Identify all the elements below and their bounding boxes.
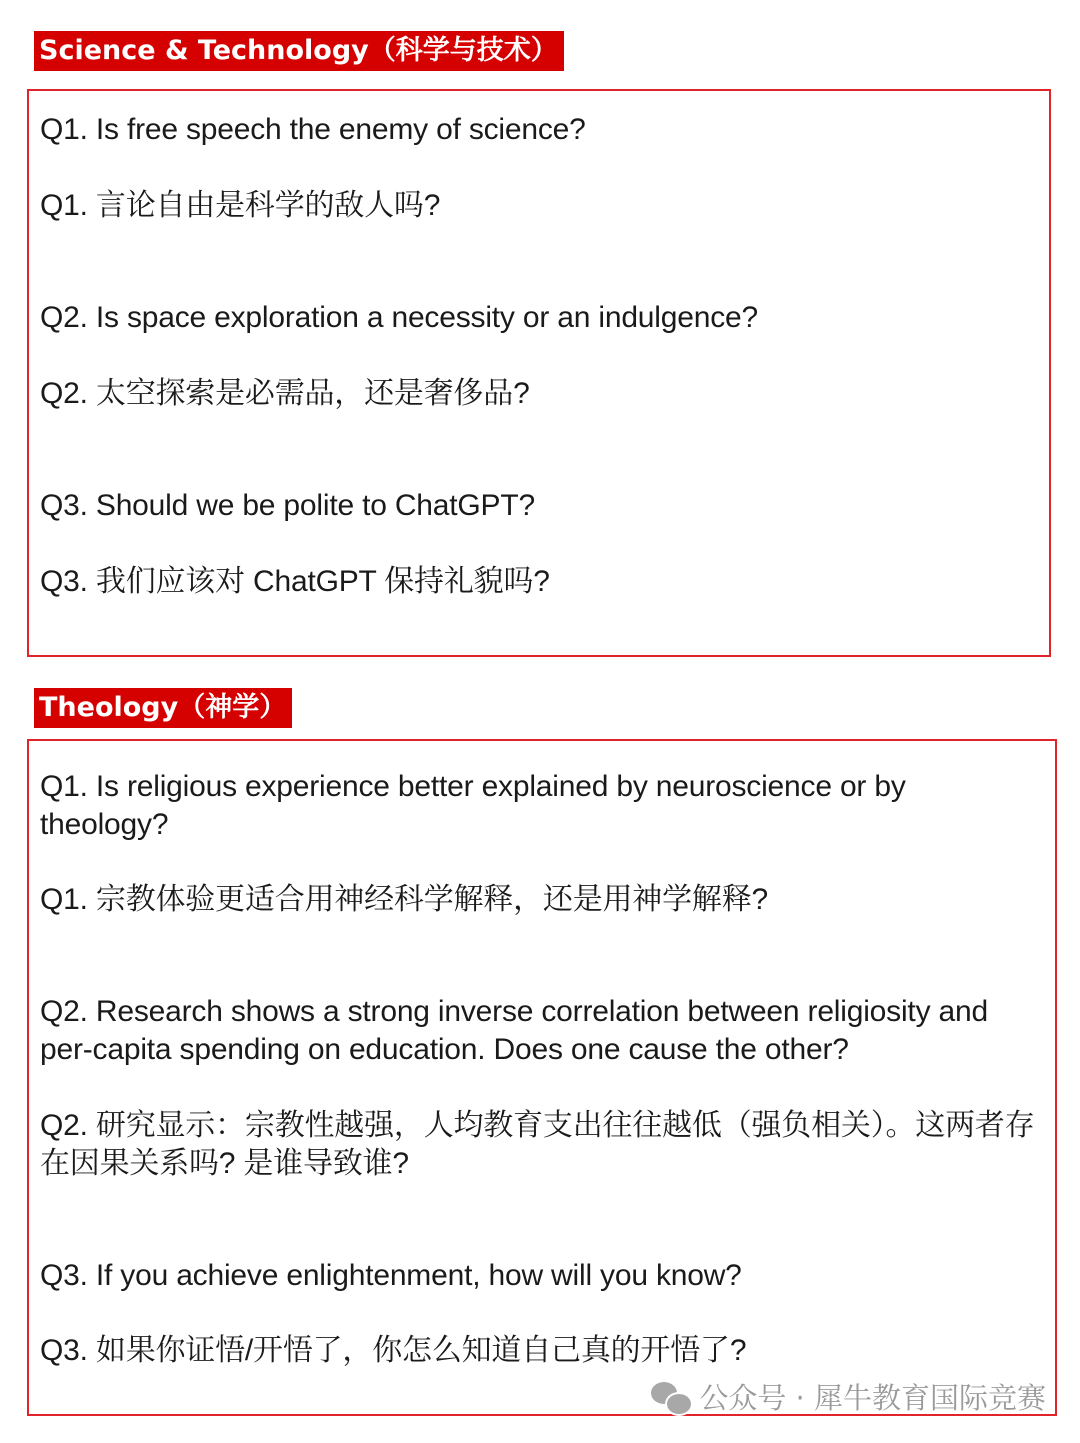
- question-3-zh: Q3. 如果你证悟/开悟了，你怎么知道自己真的开悟了?: [40, 1334, 747, 1367]
- watermark-text: 公众号 · 犀牛教育国际竞赛: [699, 1381, 1046, 1415]
- science-technology-question-box: [27, 89, 1051, 657]
- question-1-zh: Q1. 言论自由是科学的敌人吗?: [40, 189, 441, 222]
- question-3-en: Q3. If you achieve enlightenment, how will you know?: [40, 1259, 742, 1292]
- watermark: [651, 1380, 1046, 1416]
- question-1-en: Q1. Is religious experience better explained by neuroscience or by theology?: [40, 770, 906, 841]
- question-2-en: Q2. Is space exploration a necessity or an indulgence?: [40, 301, 758, 334]
- question-1-en: Q1. Is free speech the enemy of science?: [40, 113, 586, 146]
- wechat-icon: [651, 1380, 691, 1416]
- question-2-en: Q2. Research shows a strong inverse correlation between religiosity and per-capita spending on education. Does one cause the other?: [40, 995, 988, 1066]
- section-title-theology: Theology（神学）: [34, 688, 292, 728]
- question-2-zh: Q2. 研究显示：宗教性越强，人均教育支出往往越低（强负相关）。这两者存在因果关系吗? 是谁导致谁?: [40, 1109, 1035, 1180]
- theology-question-box: [27, 739, 1057, 1416]
- section-title-science-technology: Science & Technology（科学与技术）: [34, 31, 564, 71]
- question-3-en: Q3. Should we be polite to ChatGPT?: [40, 489, 535, 522]
- question-1-zh: Q1. 宗教体验更适合用神经科学解释，还是用神学解释?: [40, 883, 768, 916]
- question-2-zh: Q2. 太空探索是必需品，还是奢侈品?: [40, 377, 530, 410]
- question-3-zh: Q3. 我们应该对 ChatGPT 保持礼貌吗?: [40, 565, 550, 598]
